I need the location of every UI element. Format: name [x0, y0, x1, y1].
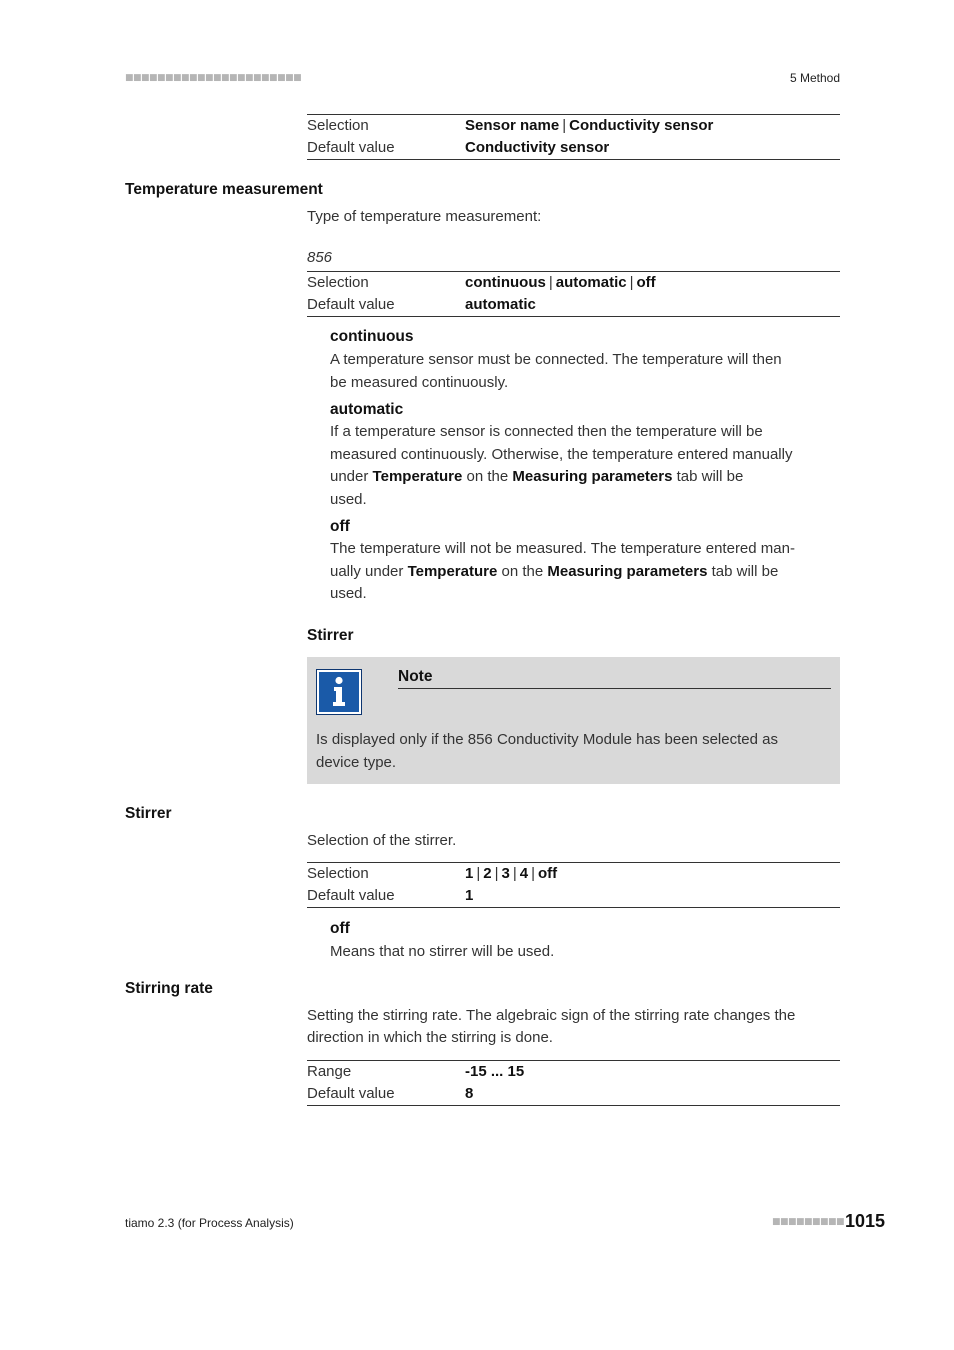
table-row	[307, 294, 840, 316]
text-run-bold: Measuring parameters	[547, 562, 708, 580]
row-value: automatic	[465, 296, 536, 313]
row-key: Default value	[307, 887, 395, 904]
table-row	[307, 1083, 840, 1105]
temperature-intro: Type of temperature measurement:	[307, 208, 542, 225]
option-desc-continuous	[330, 349, 840, 394]
text-line: be measured continuously.	[330, 373, 509, 391]
value-item: 2	[483, 865, 492, 882]
text-run-bold: Measuring parameters	[512, 468, 673, 485]
footer-product: tiamo 2.3 (for Process Analysis)	[125, 1216, 294, 1230]
text-line: measured continuously. Otherwise, the temperature entered manually	[330, 445, 793, 463]
option-title-stirrer-off: off	[330, 920, 350, 937]
row-value: continuous | automatic | off	[465, 274, 656, 291]
table-row	[307, 1061, 840, 1083]
table-row	[307, 137, 840, 159]
row-key: Default value	[307, 296, 395, 313]
text-run: tab will be	[707, 562, 779, 580]
value-item: automatic	[555, 274, 627, 291]
row-value: Conductivity sensor	[465, 139, 610, 156]
stirring-rate-description	[307, 1005, 840, 1049]
option-desc-stirrer-off: Means that no stirrer will be used.	[330, 943, 555, 960]
row-key: Selection	[307, 117, 369, 134]
text-run-bold: Temperature	[407, 562, 498, 580]
text-line: The temperature will not be measured. The temperature entered man-	[330, 540, 795, 557]
value-item: Sensor name	[465, 117, 560, 134]
device-label: 856	[307, 249, 333, 266]
table-row	[307, 272, 840, 294]
text-line: device type.	[316, 753, 397, 771]
note-divider	[398, 688, 831, 689]
value-item: off	[636, 274, 656, 291]
value-item: Conductivity sensor	[569, 117, 714, 134]
text-run: on the	[497, 562, 548, 580]
row-value: -15 ... 15	[465, 1063, 525, 1080]
table-row	[307, 863, 840, 885]
text-line: used.	[330, 490, 367, 508]
section-title-temperature: Temperature measurement	[125, 181, 323, 198]
option-desc-automatic	[330, 421, 840, 511]
value-item: 3	[501, 865, 510, 882]
info-icon	[316, 669, 362, 715]
note-text	[316, 729, 831, 774]
value-item: continuous	[465, 274, 546, 291]
chapter-title: 5 Method	[789, 71, 840, 85]
text-line: Setting the stirring rate. The algebraic sign of the stirring rate changes the	[307, 1007, 796, 1024]
section-title-stirrer: Stirrer	[125, 805, 172, 822]
subheading-stirrer: Stirrer	[307, 627, 354, 644]
stirrer-parameter-table	[307, 862, 840, 908]
stirrer-intro: Selection of the stirrer.	[307, 832, 457, 849]
row-value: 1 | 2 | 3 | 4 | off	[465, 865, 558, 882]
section-title-stirring-rate: Stirring rate	[125, 980, 213, 997]
text-line	[330, 466, 840, 489]
option-title-automatic: automatic	[330, 401, 404, 418]
text-line: If a temperature sensor is connected then the temperature will be	[330, 423, 763, 440]
row-key: Default value	[307, 1085, 395, 1102]
row-key: Range	[307, 1063, 352, 1080]
text-run: tab will be	[672, 468, 744, 485]
sensor-parameter-table	[307, 114, 840, 160]
value-item: off	[538, 865, 558, 882]
text-line: A temperature sensor must be connected. The temperature will then	[330, 351, 782, 368]
row-value: Sensor name | Conductivity sensor	[465, 117, 714, 134]
stirring-rate-parameter-table	[307, 1060, 840, 1106]
temperature-parameter-table	[307, 271, 840, 317]
row-value: 1	[465, 887, 474, 904]
text-line	[330, 561, 840, 584]
page-number: 1015	[845, 1211, 886, 1231]
table-row	[307, 115, 840, 137]
footer-decoration: ■■■■■■■■■	[772, 1217, 845, 1227]
value-item: 1	[465, 865, 474, 882]
header-decoration: ■■■■■■■■■■■■■■■■■■■■■■	[125, 73, 302, 83]
text-line: used.	[330, 585, 367, 602]
row-key: Default value	[307, 139, 395, 156]
row-key: Selection	[307, 274, 369, 291]
value-item: 4	[519, 865, 529, 882]
note-title: Note	[398, 668, 433, 685]
option-desc-off	[330, 538, 840, 606]
text-run: ually under	[330, 562, 408, 580]
text-run-bold: Temperature	[372, 468, 463, 485]
text-run: under	[330, 468, 373, 485]
option-title-off: off	[330, 518, 350, 535]
row-value: 8	[465, 1085, 474, 1102]
text-run: on the	[462, 468, 513, 485]
option-title-continuous: continuous	[330, 328, 414, 345]
table-row	[307, 885, 840, 907]
row-key: Selection	[307, 865, 369, 882]
text-line: direction in which the stirring is done.	[307, 1029, 553, 1046]
text-line: Is displayed only if the 856 Conductivity Module has been selected as	[316, 731, 778, 748]
